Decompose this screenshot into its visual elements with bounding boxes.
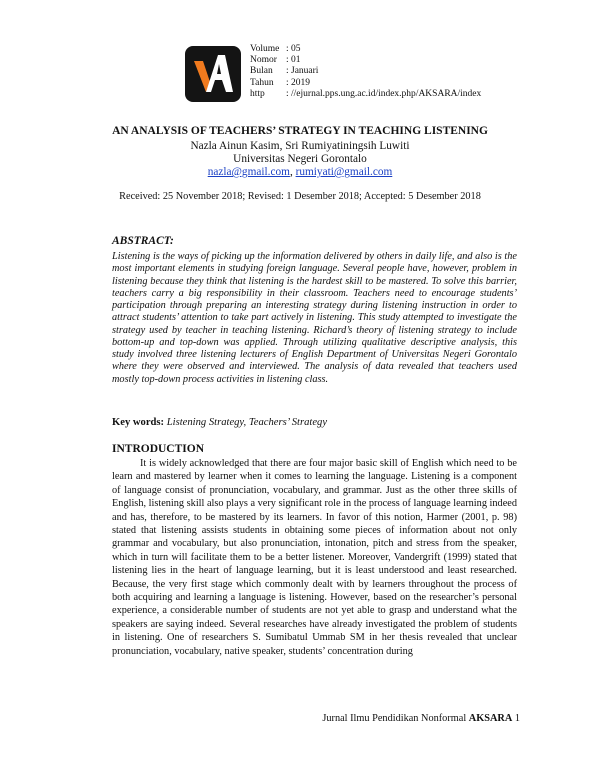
logo-graphic	[185, 46, 241, 102]
email-link-2[interactable]: rumiyati@gmail.com	[295, 166, 393, 178]
article-title: AN ANALYSIS OF TEACHERS’ STRATEGY IN TEACHING LISTENING	[112, 125, 488, 137]
footer-page-number: 1	[512, 713, 520, 724]
meta-value: : 01	[286, 55, 301, 66]
keywords-label: Key words:	[112, 417, 165, 428]
meta-label: Tahun	[250, 77, 274, 88]
meta-value: : 2019	[286, 77, 311, 88]
email-separator: ,	[289, 166, 296, 178]
meta-label: Nomor	[250, 55, 277, 66]
keywords-value: Listening Strategy, Teachers’ Strategy	[166, 417, 328, 428]
meta-row-http	[250, 89, 481, 100]
meta-value-url[interactable]: : //ejurnal.pps.ung.ac.id/index.php/AKSARA/index	[286, 88, 482, 99]
meta-value: : 05	[286, 44, 301, 54]
keywords-line	[112, 417, 327, 428]
abstract-text: Listening is the ways of picking up the information delivered by others in daily life, and also is the most important elements in studying foreign language. Several people have, however, problem in listening because they think that listening is the hardest skill to be mastered. To solve this barrier, teachers carry a big responsibility in their classroom. Teachers need to encourage students’ participation through preparing an interesting strategy during listening instruction in order to attract students’ attention to take part actively in listening. This study attempted to investigate the strategy used by teacher in teaching listening. Richard’s theory of listening strategy to include bottom-up and top-down was applied. Through utilizing qualitative descriptive analysis, this study involved three listening lecturers of English Department of Universitas Negeri Gorontalo where they were observed and interviewed. The analysis of data revealed that teachers used mostly top-down process activities in listening class.	[112, 251, 517, 385]
meta-label: http	[250, 88, 265, 99]
article-university: Universitas Negeri Gorontalo	[233, 153, 367, 165]
email-link-1[interactable]: nazla@gmail.com	[207, 166, 290, 178]
abstract-heading: ABSTRACT:	[112, 235, 174, 247]
footer-aksara: AKSARA	[468, 713, 513, 724]
meta-row-nomor	[250, 55, 481, 66]
received-dates: Received: 25 November 2018; Revised: 1 Desember 2018; Accepted: 5 Desember 2018	[119, 191, 481, 202]
page-footer	[322, 713, 520, 724]
meta-row-bulan	[250, 66, 481, 77]
footer-journal: Jurnal Ilmu Pendidikan Nonformal	[322, 713, 469, 724]
meta-label: Bulan	[250, 66, 273, 77]
meta-label: Volume	[250, 44, 280, 54]
author-emails	[0, 166, 600, 178]
introduction-heading: INTRODUCTION	[112, 443, 205, 455]
introduction-text: It is widely acknowledged that there are four major basic skill of English which need to be learn and mastered by learner when it comes to learning the language. Listening is a component of language consist of pronunciation, vocabulary, and grammar. Just as the other three skills of English, listening skill also plays a very significant role in the process of language learning indeed and has, therefore, to be mastered by its learners. In favor of this notion, Harmer (2001, p. 98) stated that listening assists students in obtaining some pieces of information about not only grammar and vocabulary, but also pronunciation, intonation, pitch and stress from the speaker, which in turn will facilitate them to be a better listener. Moreover, Vandergrift (1999) stated that listening lies in the heart of language learning, but it is least understood and least researched. Because, the very first stage which commonly dealt with by learners throughout the process of both acquiring and learning a language is listening. However, based on the researcher’s personal experience, a considerable number of students are not yet able to grasp and understand what the speakers are saying indeed. Several researches have already investigated the problem of students in listening. One of researchers S. Sumibatul Ummab SM in her thesis revealed that unclear pronunciation, vocabulary, native speaker, students’ concentration during	[112, 458, 517, 657]
aksara-logo-icon	[185, 46, 241, 102]
issue-meta	[250, 44, 481, 100]
meta-row-tahun	[250, 78, 481, 89]
article-authors: Nazla Ainun Kasim, Sri Rumiyatiningsih Luwiti	[190, 140, 410, 152]
meta-value: : Januari	[286, 66, 319, 77]
meta-row-volume	[250, 44, 481, 55]
